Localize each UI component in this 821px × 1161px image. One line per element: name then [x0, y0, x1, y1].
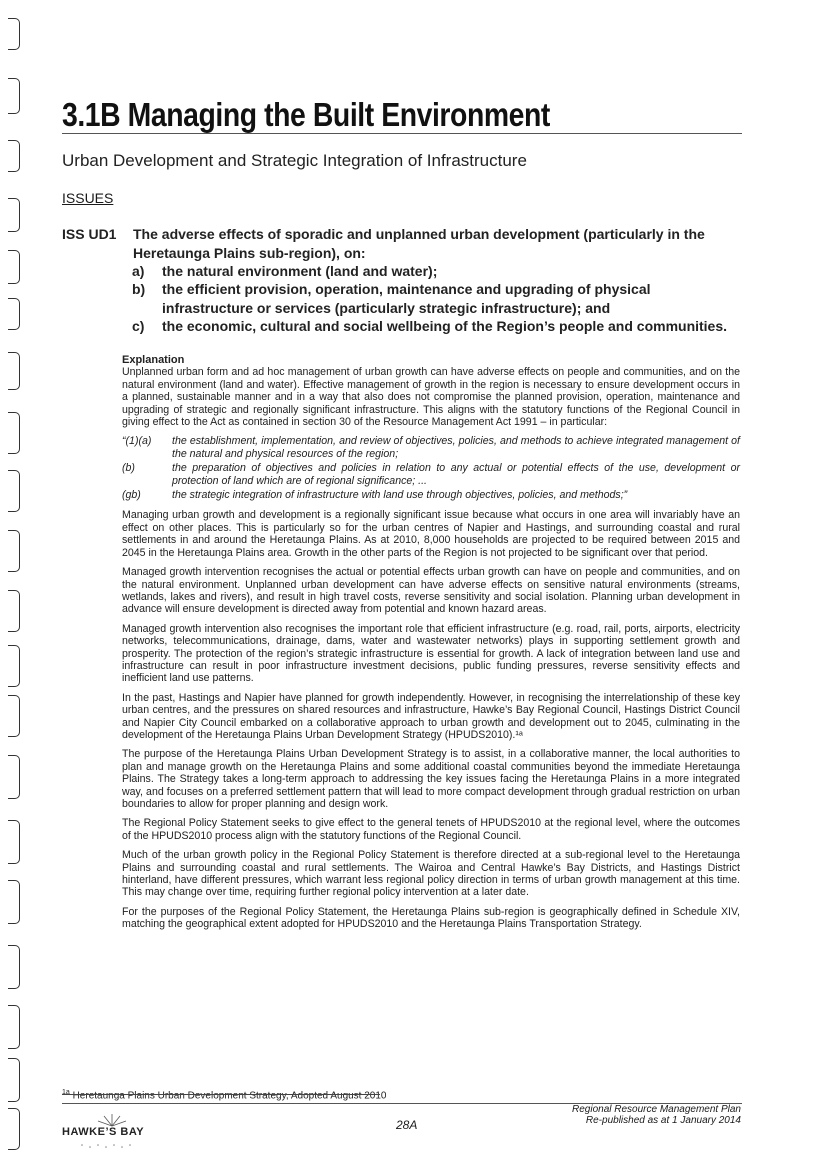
plan-info	[572, 1104, 741, 1126]
logo-text: HAWKE’S BAY	[62, 1126, 145, 1138]
issue-item-letter: b)	[132, 281, 146, 297]
footnote-rule	[62, 1094, 380, 1095]
quote-row	[122, 435, 740, 460]
footnote-marker: 1a	[62, 1089, 70, 1096]
explanation-paragraph: The Regional Policy Statement seeks to give effect to the general tenets of HPUDS2010 at the regional level, where the outcomes of the HPUDS2010 process align with the statutory functions of the Regional Council.	[122, 817, 740, 842]
title-rule	[62, 133, 742, 134]
footnote-text: Heretaunga Plains Urban Development Strategy, Adopted August 2010	[72, 1090, 387, 1102]
quote-text: the strategic integration of infrastructure with land use through objectives, policies, and methods;”	[172, 489, 628, 502]
hawkes-bay-logo	[62, 1112, 182, 1152]
quote-ref: (gb)	[122, 489, 141, 502]
issues-heading: ISSUES	[62, 190, 114, 206]
republished-date: Re-published as at 1 January 2014	[585, 1115, 741, 1126]
quote-text: the establishment, implementation, and review of objectives, policies, and methods to achieve integrated management of the natural and physical resources of the region;	[172, 435, 740, 460]
quote-ref: (b)	[122, 462, 135, 475]
statute-quote	[122, 435, 740, 501]
quote-row	[122, 462, 740, 487]
explanation-paragraph: The purpose of the Heretaunga Plains Urban Development Strategy is to assist, in a collaborative manner, the local authorities to plan and manage growth on the Heretaunga Plains and some additional coastal communities beyond the immediate Heretaunga Plains. The Strategy takes a long-term approach to addressing the key issues facing the Heretaunga Plains in a more integrated way, and focuses on a preferred settlement pattern that will lead to more compact development through gradual restriction on urban boundaries to allow for proper planning and design work.	[122, 748, 740, 810]
explanation-intro: Unplanned urban form and ad hoc management of urban growth can have adverse effects on people and communities, and on the natural environment (land and water). Effective management of growth in the region is necessary to ensure development occurs in a planned, sustainable manner and in a way that also does not compromise the planned provision, operation, maintenance and upgrading of strategic and regionally significant infrastructure. This aligns with the statutory functions of the Regional Council in giving effect to the Act as contained in section 30 of the Resource Management Act 1991 – in particular:	[122, 366, 740, 429]
section-title: 3.1B Managing the Built Environment	[62, 96, 550, 133]
issue-text: The adverse effects of sporadic and unplanned urban development (particularly in the Heretaunga Plains sub-region), on:	[133, 226, 705, 261]
section-subtitle: Urban Development and Strategic Integration of Infrastructure	[62, 151, 527, 170]
quote-row	[122, 489, 740, 501]
issue-item-letter: c)	[132, 318, 145, 334]
issue-item-text: the efficient provision, operation, maintenance and upgrading of physical infrastructure or services (particularly strategic infrastructure); and	[162, 281, 651, 316]
explanation-paragraph: In the past, Hastings and Napier have planned for growth independently. However, in recognising the interrelationship of these key urban centres, and the pressures on shared resources and infrastructure, Hawke’s Bay Regional Council, Hastings District Council and Napier City Council embarked on a collaborative approach to urban growth and development out to 2045, culminating in the development of the Heretaunga Plains Urban Development Strategy (HPUDS2010).¹ᵃ	[122, 691, 740, 741]
explanation-paragraph: Managed growth intervention also recognises the important role that efficient infrastructure (e.g. road, rail, ports, airports, electricity networks, telecommunications, drainage, dams, water and wastewater networks) plays in supporting settlement growth and prosperity. The protection of the region’s strategic infrastructure is essential for growth. A lack of integration between land use and infrastructure can result in poor infrastructure investment decisions, public funding pressures, reverse sensitivity effects and inefficient land use patterns.	[122, 622, 740, 685]
explanation-paragraph: Managed growth intervention recognises the actual or potential effects urban growth can have on people and communities, and on the natural environment. Unplanned urban development can have adverse effects on sensitive natural environments (streams, wetlands, lakes and rivers), and result in high travel costs, reverse sensitivity and social isolation. Planning urban development in advance will ensure development is directed away from potential and known hazard areas.	[122, 566, 740, 616]
issue-item-letter: a)	[132, 263, 145, 279]
issue-item-text: the natural environment (land and water);	[162, 263, 438, 279]
explanation-paragraph: Much of the urban growth policy in the Regional Policy Statement is therefore directed at a sub-regional level to the Heretaunga Plains and surrounding coastal and rural settlements. The Wairoa and Central Hawke’s Bay Districts, and Hastings District hinterland, have different pressures, which warrant less regional policy direction in terms of urban growth management at this time. This may change over time, requiring further regional policy intervention at a later date.	[122, 849, 740, 899]
explanation-section	[122, 354, 740, 938]
explanation-paragraph: For the purposes of the Regional Policy Statement, the Heretaunga Plains sub-region is geographically defined in Schedule XIV, matching the geographical extent adopted for HPUDS2010 and the Heretaunga Plains Transportation Strategy.	[122, 905, 740, 931]
footnote	[62, 1089, 387, 1101]
page-number: 28A	[396, 1118, 418, 1132]
issue-code: ISS UD1	[62, 226, 117, 242]
quote-ref: “(1)(a)	[122, 435, 152, 448]
explanation-heading: Explanation	[122, 354, 185, 366]
issue-item-text: the economic, cultural and social wellbeing of the Region’s people and communities.	[162, 318, 728, 334]
quote-text: the preparation of objectives and policies in relation to any actual or potential effects of the use, development or protection of land which are of regional significance; ...	[172, 462, 740, 487]
plan-title: Regional Resource Management Plan	[572, 1104, 741, 1115]
binder-marks	[0, 0, 30, 1161]
explanation-paragraph: Managing urban growth and development is a regionally significant issue because what occurs in one area will invariably have an effect on other places. This is particularly so for the urban centres of Napier and Hastings, and surrounding coastal and rural settlements in and around the Heretaunga Plains. As at 2010, 8,000 households are projected to be required between 2015 and 2045 in the Heretaunga Plains area. Growth in the other parts of the Region is not projected to be significant over that period.	[122, 509, 740, 559]
